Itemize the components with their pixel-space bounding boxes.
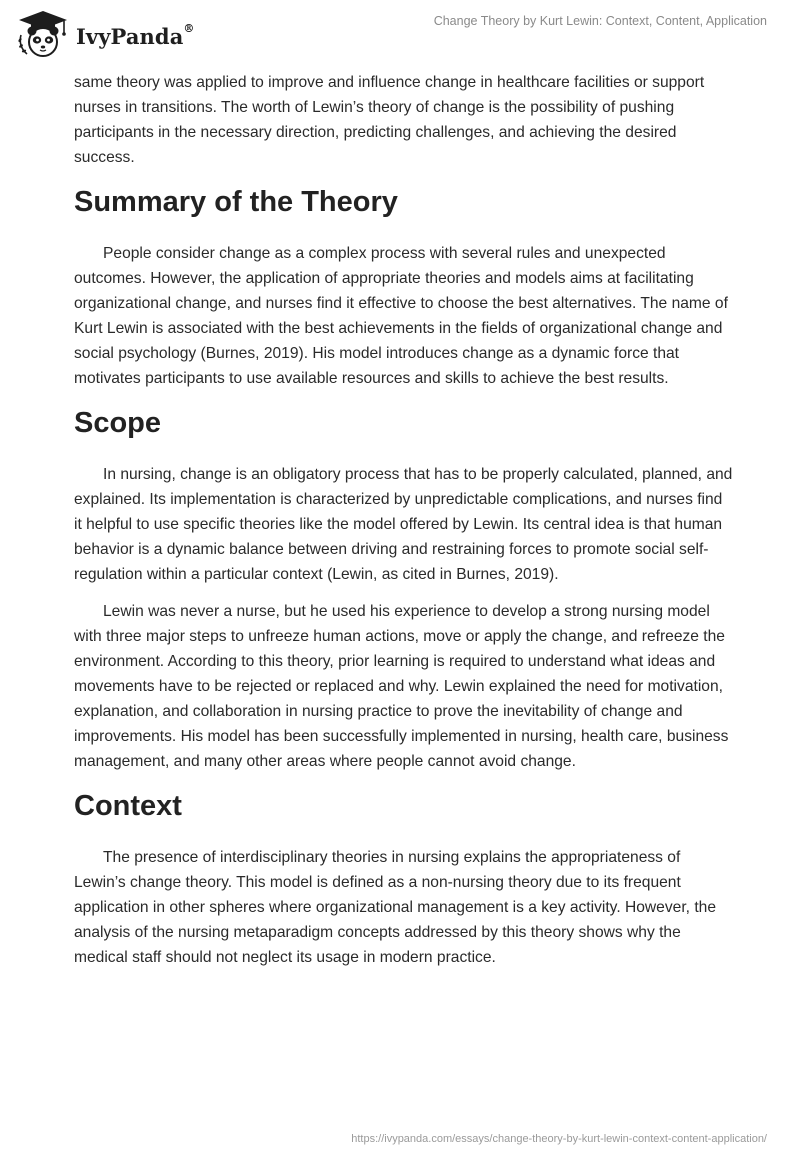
document-title: Change Theory by Kurt Lewin: Context, Content, Application bbox=[433, 14, 767, 28]
heading-context: Context bbox=[74, 790, 182, 822]
intro-paragraph: same theory was applied to improve and influence change in healthcare facilities or support nurses in transitions. The worth of Lewin’s theory of change is the possibility of pushing participants in the necessary direction, predicting challenges, and achieving the desired success. bbox=[74, 74, 705, 166]
heading-summary: Summary of the Theory bbox=[74, 186, 398, 218]
panda-graduate-icon bbox=[14, 9, 72, 59]
ivypanda-logo[interactable] bbox=[14, 9, 195, 59]
page-header bbox=[0, 0, 800, 70]
essay-body bbox=[74, 70, 734, 982]
scope-paragraph-1: In nursing, change is an obligatory process that has to be properly calculated, planned, and explained. Its implementation is characterized by unpredictable complications, and nurses find it helpful to use specific theories like the model offered by Lewin. Its central idea is that human behavior is a dynamic balance between driving and restraining forces to promote social self-regulation within a particular context (Lewin, as cited in Burnes, 2019). bbox=[74, 466, 733, 583]
summary-paragraph: People consider change as a complex process with several rules and unexpected outcomes. However, the application of appropriate theories and models aims at facilitating organizational change, and nurses find it effective to choose the best alternatives. The name of Kurt Lewin is associated with the best achievements in the fields of organizational change and social psychology (Burnes, 2019). His model introduces change as a dynamic force that motivates participants to use available resources and skills to achieve the best results. bbox=[74, 245, 728, 387]
heading-scope: Scope bbox=[74, 407, 162, 439]
scope-paragraph-2: Lewin was never a nurse, but he used his experience to develop a strong nursing model with three major steps to unfreeze human actions, move or apply the change, and refreeze the environment. According to this theory, prior learning is required to understand what ideas and movements have to be rejected or replaced and why. Lewin explained the need for motivation, explanation, and collaboration in nursing practice to prove the inevitability of change and improvements. His model has been successfully implemented in nursing, health care, business management, and many other areas where people cannot avoid change. bbox=[74, 603, 729, 770]
context-paragraph: The presence of interdisciplinary theories in nursing explains the appropriateness of Lewin’s change theory. This model is defined as a non-nursing theory due to its frequent application in other spheres where organizational management is a key activity. However, the analysis of the nursing metaparadigm concepts addressed by this theory shows why the medical staff should not neglect its usage in modern practice. bbox=[74, 849, 717, 966]
source-url[interactable]: https://ivypanda.com/essays/change-theory-by-kurt-lewin-context-content-application/ bbox=[351, 1133, 767, 1145]
brand-name: IvyPanda® bbox=[76, 21, 195, 49]
